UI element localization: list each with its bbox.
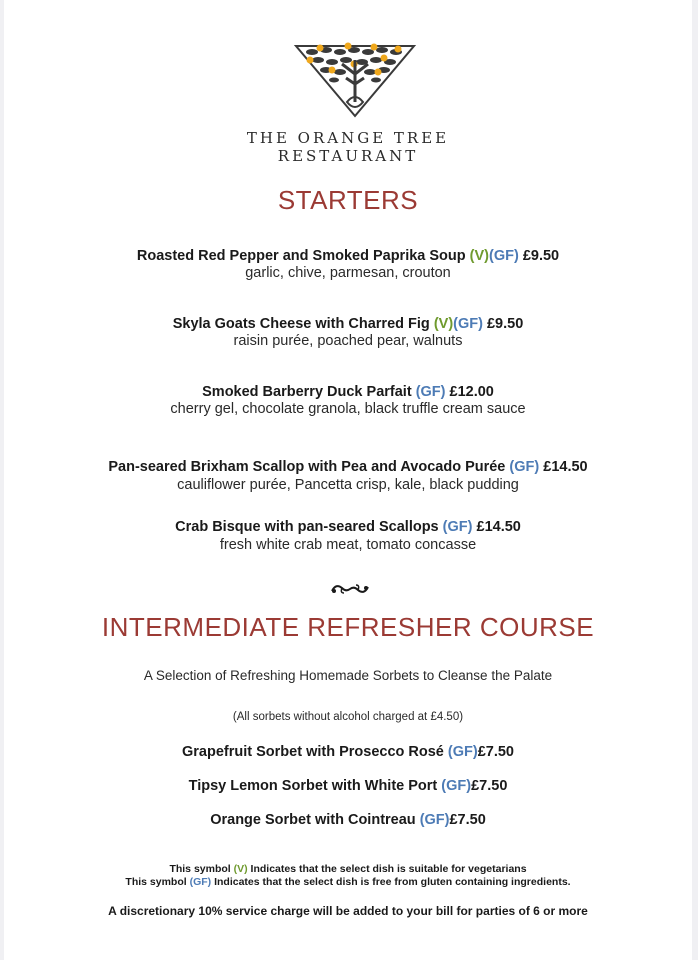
starter-item-description: raisin purée, poached pear, walnuts [233, 333, 463, 349]
starter-item-name: Pan-seared Brixham Scallop with Pea and Avocado Purée (GF) £14.50 [108, 459, 588, 475]
gluten-free-tag: (GF) [489, 248, 519, 264]
starters-title: STARTERS [277, 185, 419, 215]
starter-item-description: cauliflower purée, Pancetta crisp, kale, black pudding [177, 477, 519, 493]
price: £7.50 [449, 812, 486, 828]
price: £12.00 [449, 384, 494, 400]
price: £9.50 [486, 316, 524, 332]
starter-item-description: cherry gel, chocolate granola, black truffle cream sauce [170, 401, 526, 417]
vegetarian-tag: (V) [469, 248, 489, 264]
scroll-ornament-icon [328, 581, 372, 597]
refresher-title: INTERMEDIATE REFRESHER COURSE [101, 612, 595, 642]
sorbet-item: Orange Sorbet with Cointreau (GF)£7.50 [210, 812, 486, 828]
starter-item-name: Crab Bisque with pan-seared Scallops (GF) £14.50 [175, 519, 521, 535]
gluten-free-legend: This symbol (GF) Indicates that the select dish is free from gluten containing ingredients. [125, 876, 571, 888]
price: £14.50 [543, 459, 588, 475]
vegetarian-tag: (V) [433, 316, 454, 332]
gluten-free-tag: (GF) [453, 316, 483, 332]
vegetarian-legend: This symbol (V) Indicates that the select dish is suitable for vegetarians [169, 863, 527, 875]
starter-item-description: fresh white crab meat, tomato concasse [219, 537, 477, 553]
gluten-free-tag: (GF) [415, 384, 446, 400]
sorbet-item: Grapefruit Sorbet with Prosecco Rosé (GF)£7.50 [182, 744, 514, 760]
starter-item-name: Smoked Barberry Duck Parfait (GF) £12.00 [202, 384, 494, 400]
gluten-free-tag: (GF) [509, 459, 540, 475]
restaurant-name-line1: THE ORANGE TREE [246, 129, 450, 147]
gluten-free-tag: (GF) [447, 744, 478, 760]
sorbet-price-note: (All sorbets without alcohol charged at £4.50) [232, 711, 464, 723]
gluten-free-tag: (GF) [442, 519, 473, 535]
gluten-free-tag: (GF) [419, 812, 450, 828]
starter-item-name: Skyla Goats Cheese with Charred Fig (V)(GF) £9.50 [172, 316, 524, 332]
orange-tree-logo [292, 40, 418, 120]
starter-item-description: garlic, chive, parmesan, crouton [245, 265, 451, 281]
price: £14.50 [476, 519, 521, 535]
menu-page [4, 0, 692, 960]
gluten-free-tag: (GF) [441, 778, 472, 794]
price: £7.50 [471, 778, 508, 794]
starter-item-name: Roasted Red Pepper and Smoked Paprika Soup (V)(GF) £9.50 [136, 248, 560, 264]
restaurant-name-line2: RESTAURANT [277, 147, 419, 165]
service-charge-note: A discretionary 10% service charge will be added to your bill for parties of 6 or more [108, 904, 588, 918]
refresher-intro: A Selection of Refreshing Homemade Sorbets to Cleanse the Palate [143, 668, 553, 683]
sorbet-item: Tipsy Lemon Sorbet with White Port (GF)£7.50 [188, 778, 508, 794]
price: £7.50 [477, 744, 514, 760]
price: £9.50 [522, 248, 560, 264]
